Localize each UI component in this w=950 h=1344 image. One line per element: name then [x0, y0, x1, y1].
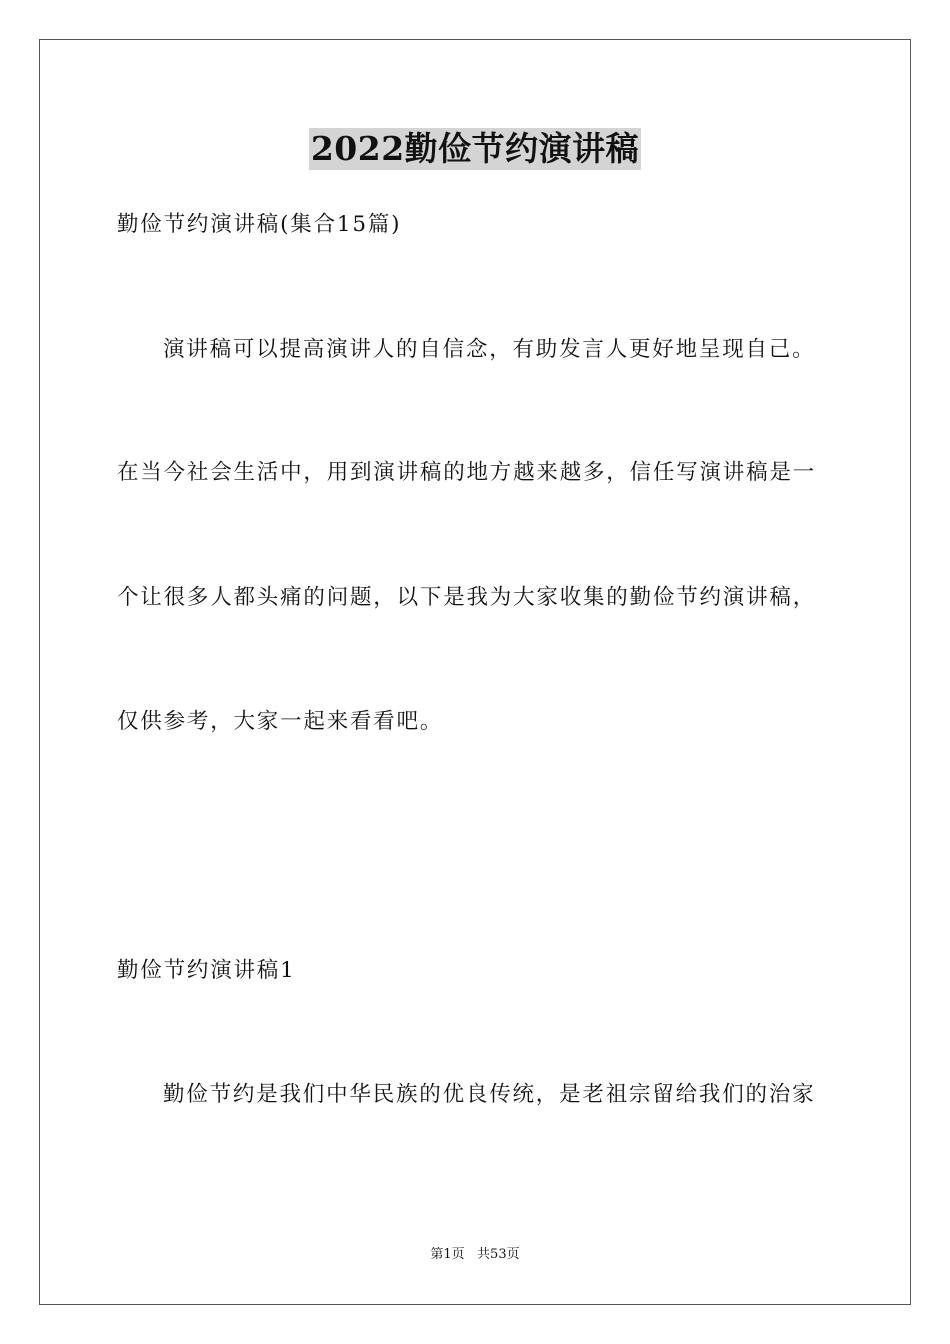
document-title: 2022勤俭节约演讲稿 — [310, 129, 640, 168]
title-container — [0, 128, 950, 170]
section-heading: 勤俭节约演讲稿1 — [117, 958, 296, 983]
section-paragraph-line: 勤俭节约是我们中华民族的优良传统，是老祖宗留给我们的治家 — [163, 1082, 816, 1107]
document-subtitle: 勤俭节约演讲稿(集合15篇) — [117, 212, 402, 237]
intro-paragraph-line: 仅供参考，大家一起来看看吧。 — [117, 709, 444, 734]
intro-paragraph-line: 个让很多人都头痛的问题，以下是我为大家收集的勤俭节约演讲稿， — [117, 585, 817, 610]
page-number-footer: 第1页 共53页 — [430, 1247, 520, 1262]
intro-paragraph-line: 演讲稿可以提高演讲人的自信念，有助发言人更好地呈现自己。 — [163, 337, 816, 362]
intro-paragraph-line: 在当今社会生活中，用到演讲稿的地方越来越多，信任写演讲稿是一 — [117, 460, 817, 485]
